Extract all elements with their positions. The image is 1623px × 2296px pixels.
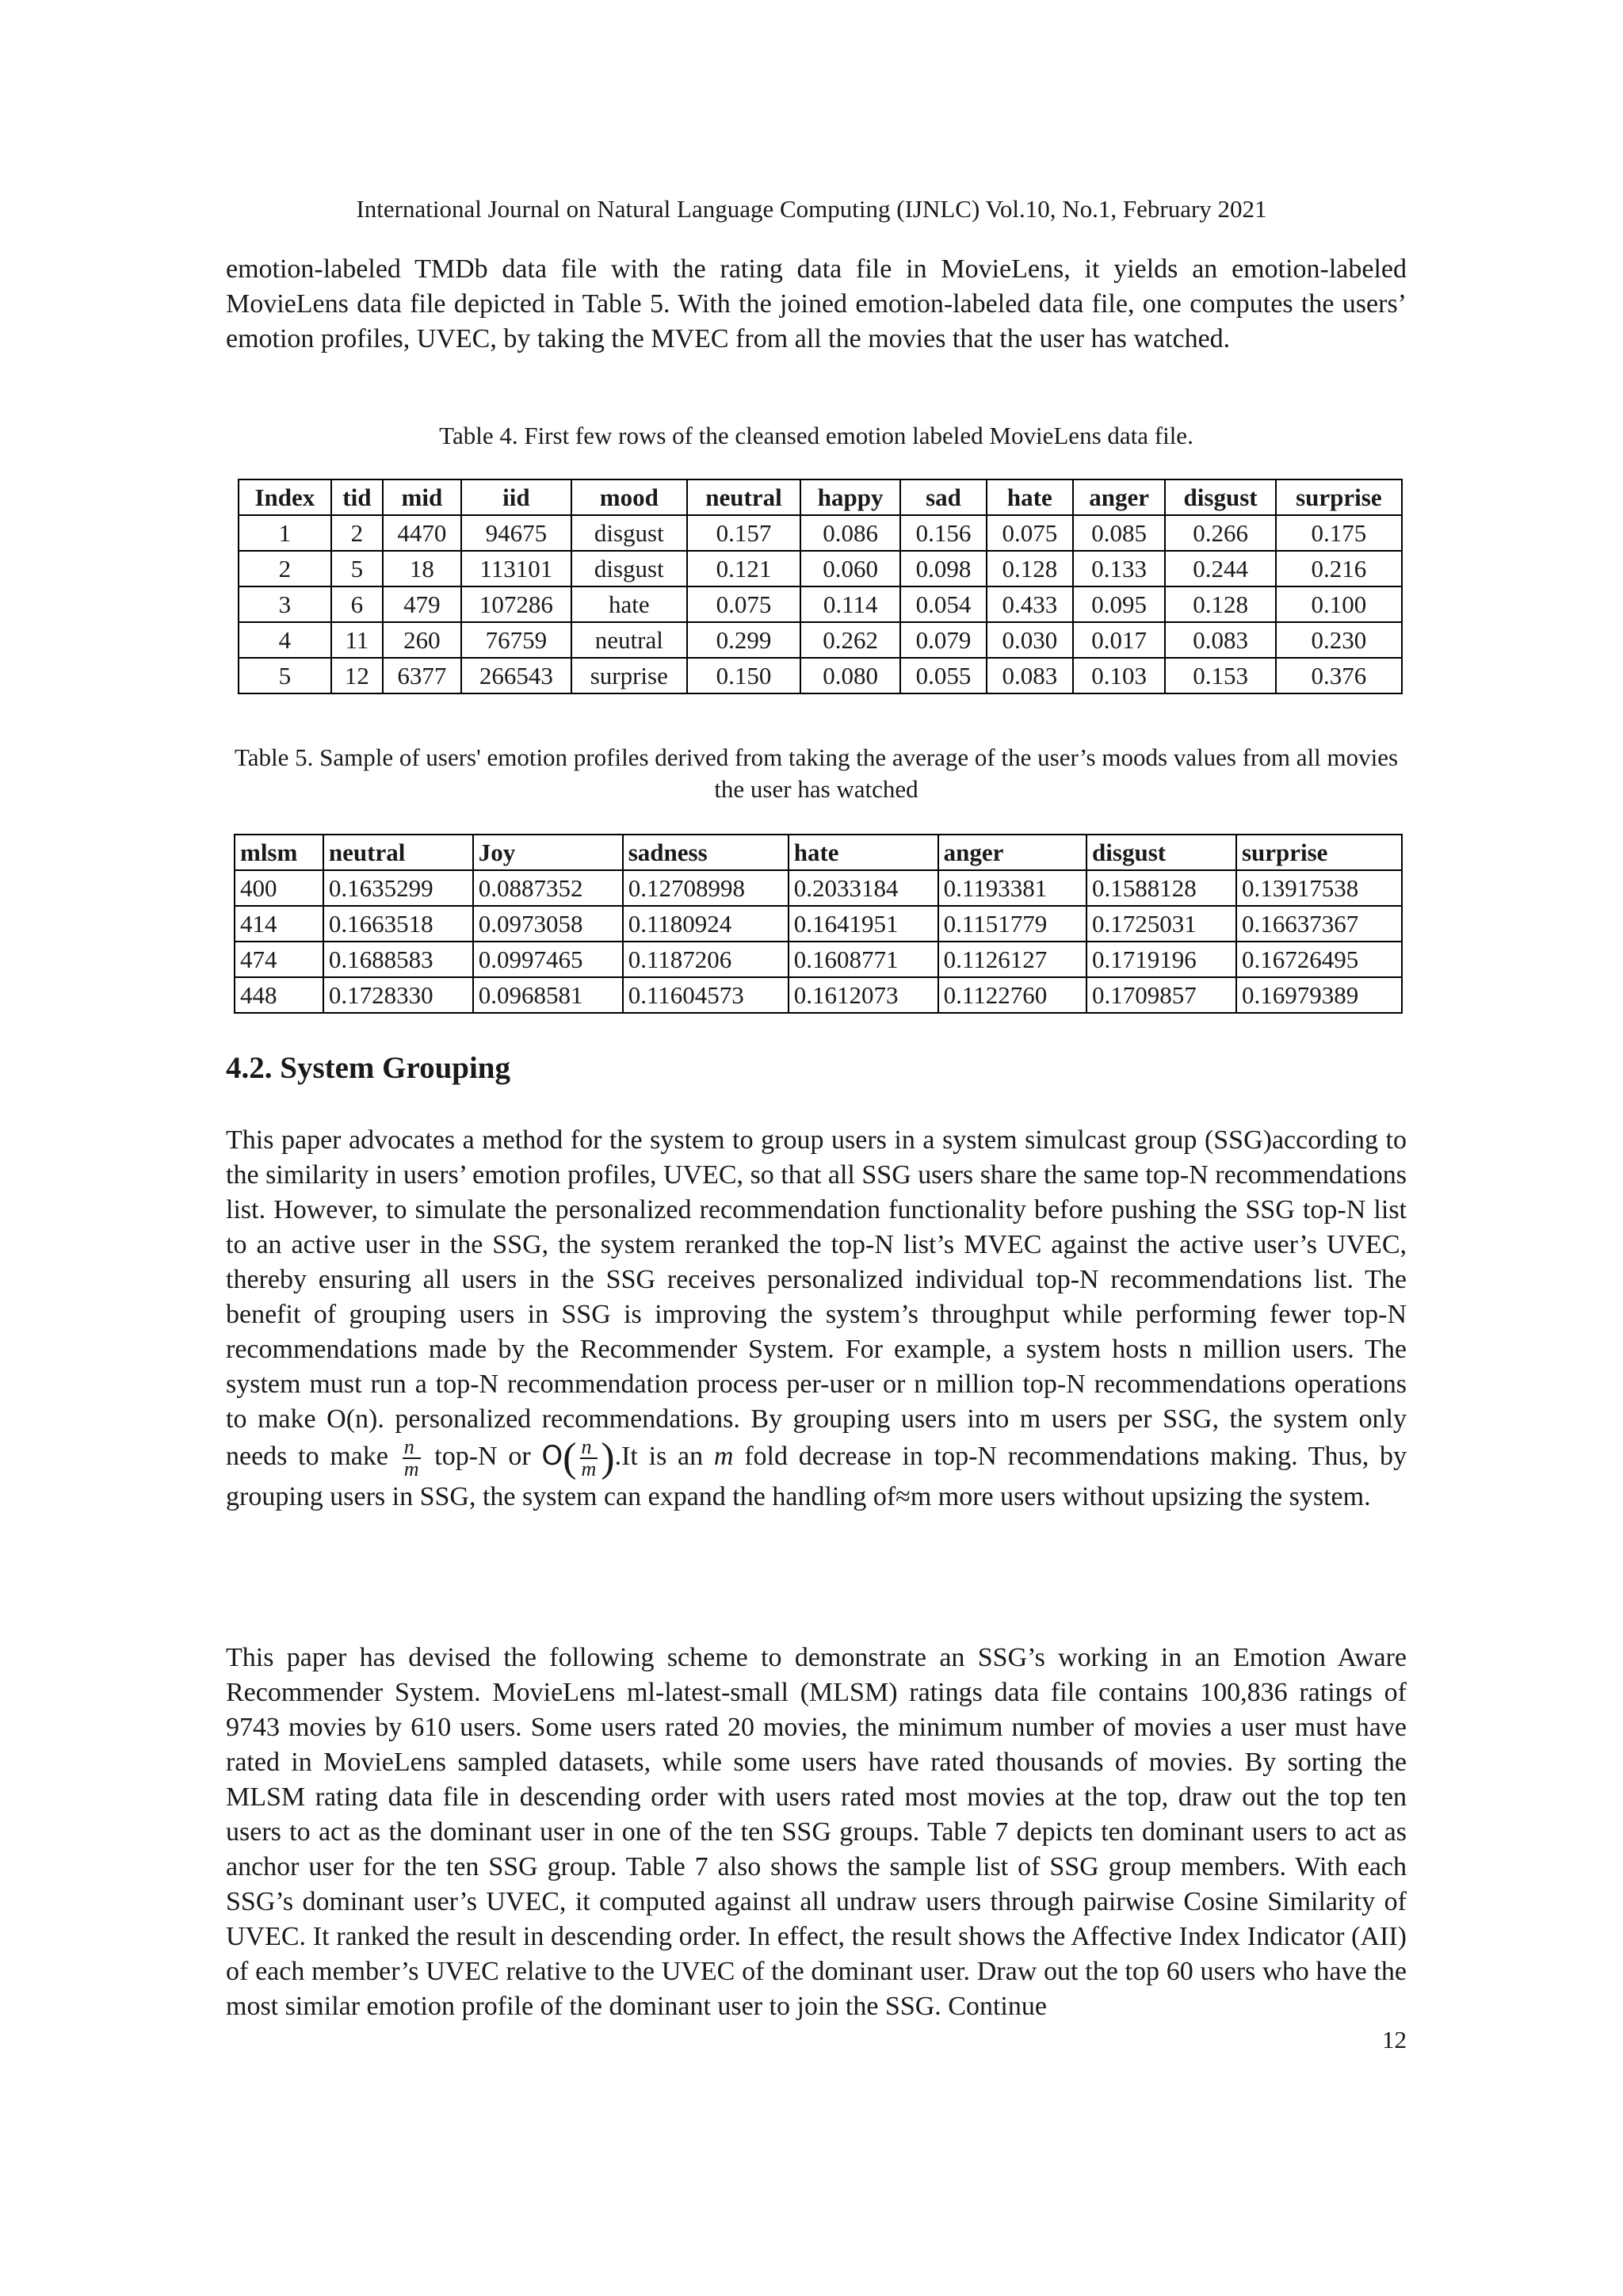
table-cell: 0.376 xyxy=(1276,658,1402,693)
table-cell: 18 xyxy=(383,551,461,586)
table-cell: 0.1126127 xyxy=(938,942,1086,977)
t4-col-header: disgust xyxy=(1165,479,1275,515)
fraction-n-over-m: $\frac{n}{m}$ xyxy=(403,1435,419,1480)
table-cell: 0.133 xyxy=(1073,551,1166,586)
t5-col-header: disgust xyxy=(1086,835,1236,870)
t4-col-header: hate xyxy=(987,479,1073,515)
table-cell: 0.1635299 xyxy=(323,870,473,906)
table-cell: 0.216 xyxy=(1276,551,1402,586)
table-cell: 107286 xyxy=(461,586,571,622)
table-cell: 0.075 xyxy=(987,515,1073,551)
table-row xyxy=(239,658,1402,693)
table-cell: 0.103 xyxy=(1073,658,1166,693)
table-cell: 76759 xyxy=(461,622,571,658)
table-cell: 0.266 xyxy=(1165,515,1275,551)
table-cell: 0.1709857 xyxy=(1086,977,1236,1013)
table-cell: 113101 xyxy=(461,551,571,586)
table-cell: 11 xyxy=(331,622,383,658)
table-cell: 0.098 xyxy=(900,551,987,586)
table-cell: 479 xyxy=(383,586,461,622)
table-cell: 0.100 xyxy=(1276,586,1402,622)
table-cell: 0.1688583 xyxy=(323,942,473,977)
table-cell: 0.0973058 xyxy=(473,906,623,942)
table-cell: 0.433 xyxy=(987,586,1073,622)
table-cell: 0.086 xyxy=(800,515,900,551)
table-cell: disgust xyxy=(571,515,687,551)
table-cell: 2 xyxy=(239,551,331,586)
table-cell: 0.1151779 xyxy=(938,906,1086,942)
table-cell: 0.1608771 xyxy=(789,942,938,977)
t4-col-header: anger xyxy=(1073,479,1166,515)
table-cell: 260 xyxy=(383,622,461,658)
table-cell: 0.16637367 xyxy=(1236,906,1402,942)
table-cell: 0.157 xyxy=(687,515,801,551)
table-cell: 0.1725031 xyxy=(1086,906,1236,942)
t5-col-header: sadness xyxy=(623,835,789,870)
table-cell: 4 xyxy=(239,622,331,658)
table-cell: 0.083 xyxy=(1165,622,1275,658)
t4-col-header: mood xyxy=(571,479,687,515)
table-cell: 6377 xyxy=(383,658,461,693)
table-cell: 0.0968581 xyxy=(473,977,623,1013)
table-cell: 0.262 xyxy=(800,622,900,658)
table-cell: 0.156 xyxy=(900,515,987,551)
table-cell: 414 xyxy=(235,906,323,942)
table-cell: 448 xyxy=(235,977,323,1013)
table-cell: 0.1187206 xyxy=(623,942,789,977)
body-paragraph-2: This paper has devised the following scheme to demonstrate an SSG’s working in an Emotion Aware Recommender System. MovieLens ml-latest-small (MLSM) ratings data file contains 100,836 ratings of 9743 movies by 610 users. Some users rated 20 movies, the minimum number of movies a user must have rated in MovieLens sampled datasets, while some users have rated thousands of movies. By sorting the MLSM rating data file in descending order with users rated most movies at the top, draw out the top ten users to act as the dominant user in one of the ten SSG groups. Table 7 depicts ten dominant users to act as anchor user for the ten SSG group. Table 7 also shows the sample list of SSG group members. With each SSG’s dominant user’s UVEC, it computed against all undraw users through pairwise Cosine Similarity of UVEC. It ranked the result in descending order. In effect, the result shows the Affective Index Indicator (AII) of each member’s UVEC relative to the UVEC of the dominant user. Draw out the top 60 users who have the most similar emotion profile of the dominant user to join the SSG. Continue xyxy=(226,1643,1407,2021)
table-cell: 0.13917538 xyxy=(1236,870,1402,906)
t5-col-header: hate xyxy=(789,835,938,870)
table-row xyxy=(235,977,1402,1013)
table-cell: 0.1663518 xyxy=(323,906,473,942)
table-cell: surprise xyxy=(571,658,687,693)
table-cell: 0.0887352 xyxy=(473,870,623,906)
t4-col-header: neutral xyxy=(687,479,801,515)
table-row xyxy=(235,942,1402,977)
table-cell: 1 xyxy=(239,515,331,551)
t4-col-header: tid xyxy=(331,479,383,515)
table-cell: 0.0997465 xyxy=(473,942,623,977)
table-cell: 400 xyxy=(235,870,323,906)
table-cell: 2 xyxy=(331,515,383,551)
table-cell: 0.017 xyxy=(1073,622,1166,658)
t4-col-header: Index xyxy=(239,479,331,515)
section-heading: 4.2. System Grouping xyxy=(226,1051,510,1085)
table-cell: 0.244 xyxy=(1165,551,1275,586)
table-cell: 0.079 xyxy=(900,622,987,658)
body-paragraph-1: This paper advocates a method for the system to group users in a system simulcast group (SSG)according to the similarity in users’ emotion profiles, UVEC, so that all SSG users share the same top-N recommendations list. However, to simulate the personalized recommendation functionality before pushing the SSG top-N list to an active user in the SSG, the system reranked the top-N list’s MVEC against the active user’s UVEC, thereby ensuring all users in the SSG receives personalized individual top-N recommendations list. The benefit of grouping users in SSG is improving the system’s throughput while performing fewer top-N recommendations made by the Recommender System. For example, a system hosts n million users. The system must run a top-N recommendation process per-user or n million top-N recommendations operations to make O(n). personalized recommendations. By grouping users into m users per SSG, the system only needs to make $\frac{n}{m}$ top-N or O( $\frac{n}{m}$ ).It is an m fold decrease in top-N recommendations making. Thus, by grouping users in SSG, the system can expand the handling of≈m more users without upsizing the system. xyxy=(226,1125,1407,1511)
table-cell: neutral xyxy=(571,622,687,658)
table-cell: 12 xyxy=(331,658,383,693)
table-cell: 0.1641951 xyxy=(789,906,938,942)
para1-m-italic: m xyxy=(713,1441,734,1471)
t4-col-header: surprise xyxy=(1276,479,1402,515)
table-cell: 0.060 xyxy=(800,551,900,586)
table-cell: 0.1728330 xyxy=(323,977,473,1013)
table-cell: 0.11604573 xyxy=(623,977,789,1013)
table5-header-row xyxy=(235,835,1402,870)
t5-col-header: anger xyxy=(938,835,1086,870)
table-row xyxy=(235,870,1402,906)
table-cell: 0.1122760 xyxy=(938,977,1086,1013)
table-cell: hate xyxy=(571,586,687,622)
table-cell: 0.055 xyxy=(900,658,987,693)
page-number: 12 xyxy=(1382,2026,1407,2053)
table-cell: 0.230 xyxy=(1276,622,1402,658)
table-cell: 0.150 xyxy=(687,658,801,693)
table-row xyxy=(235,906,1402,942)
table-cell: 0.075 xyxy=(687,586,801,622)
table4-body xyxy=(239,515,1402,693)
t4-col-header: mid xyxy=(383,479,461,515)
t4-col-header: happy xyxy=(800,479,900,515)
table-cell: 0.128 xyxy=(1165,586,1275,622)
table-cell: 3 xyxy=(239,586,331,622)
t5-col-header: mlsm xyxy=(235,835,323,870)
table-row xyxy=(239,622,1402,658)
table-cell: 0.054 xyxy=(900,586,987,622)
table-cell: 5 xyxy=(331,551,383,586)
table4-caption: Table 4. First few rows of the cleansed emotion labeled MovieLens data file. xyxy=(439,422,1193,449)
table-cell: 0.16979389 xyxy=(1236,977,1402,1013)
table-cell: 266543 xyxy=(461,658,571,693)
t5-col-header: Joy xyxy=(473,835,623,870)
table5-body xyxy=(235,870,1402,1013)
table-cell: 0.128 xyxy=(987,551,1073,586)
t5-col-header: neutral xyxy=(323,835,473,870)
table-cell: 0.114 xyxy=(800,586,900,622)
table-cell: 5 xyxy=(239,658,331,693)
running-header: International Journal on Natural Language Computing (IJNLC) Vol.10, No.1, February 2021 xyxy=(356,195,1267,223)
table-cell: 0.085 xyxy=(1073,515,1166,551)
table-row xyxy=(239,586,1402,622)
table5-caption: Table 5. Sample of users' emotion profiles derived from taking the average of the user’s moods values from all movies the user has watched xyxy=(234,743,1399,803)
table-cell: 0.2033184 xyxy=(789,870,938,906)
table-cell: 4470 xyxy=(383,515,461,551)
table-row xyxy=(239,551,1402,586)
t4-col-header: iid xyxy=(461,479,571,515)
para1-text-b: top-N or xyxy=(434,1441,531,1471)
big-o-symbol: O xyxy=(541,1439,563,1472)
table4-header-row xyxy=(239,479,1402,515)
fraction-n-over-m-2: $\frac{n}{m}$ xyxy=(581,1435,597,1480)
table-cell: 6 xyxy=(331,586,383,622)
table-row xyxy=(239,515,1402,551)
table4 xyxy=(238,479,1403,694)
t4-col-header: sad xyxy=(900,479,987,515)
table-cell: 0.1719196 xyxy=(1086,942,1236,977)
table-cell: 0.153 xyxy=(1165,658,1275,693)
table-cell: 0.080 xyxy=(800,658,900,693)
para1-text-a: This paper advocates a method for the system to group users in a system simulcast group (SSG)according to the similarity in users’ emotion profiles, UVEC, so that all SSG users share the same top-N recommendations list. However, to simulate the personalized recommendation functionality before pushing the SSG top-N list to an active user in the SSG, the system reranked the top-N list’s MVEC against the active user’s UVEC, thereby ensuring all users in the SSG receives personalized individual top-N recommendations list. The benefit of grouping users in SSG is improving the system’s throughput while performing fewer top-N recommendations made by the Recommender System. For example, a system hosts n million users. The system must run a top-N recommendation process per-user or n million top-N recommendations operations to make O(n). personalized recommendations. By grouping users into m users per SSG, the system only needs to make xyxy=(226,1125,1407,1471)
table-cell: 474 xyxy=(235,942,323,977)
table-cell: 0.1612073 xyxy=(789,977,938,1013)
table-cell: 0.175 xyxy=(1276,515,1402,551)
table-cell: 0.030 xyxy=(987,622,1073,658)
table-cell: 0.299 xyxy=(687,622,801,658)
table-cell: 0.1588128 xyxy=(1086,870,1236,906)
intro-paragraph: emotion-labeled TMDb data file with the rating data file in MovieLens, it yields an emotion-labeled MovieLens data file depicted in Table 5. With the joined emotion-labeled data file, one computes the users’ emotion profiles, UVEC, by taking the MVEC from all the movies that the user has watched. xyxy=(226,254,1407,353)
table-cell: 0.12708998 xyxy=(623,870,789,906)
table-cell: 0.095 xyxy=(1073,586,1166,622)
table-cell: 0.16726495 xyxy=(1236,942,1402,977)
table-cell: disgust xyxy=(571,551,687,586)
para1-text-c: .It is an xyxy=(614,1441,704,1471)
table-cell: 0.1193381 xyxy=(938,870,1086,906)
t5-col-header: surprise xyxy=(1236,835,1402,870)
table-cell: 0.083 xyxy=(987,658,1073,693)
table-cell: 94675 xyxy=(461,515,571,551)
table-cell: 0.1180924 xyxy=(623,906,789,942)
table5 xyxy=(234,834,1403,1014)
para1-text-d: fold decrease in top-N recommendations making. Thus, by grouping users in SSG, the system can expand the handling of≈m more users without upsizing the system. xyxy=(226,1441,1407,1511)
table-cell: 0.121 xyxy=(687,551,801,586)
